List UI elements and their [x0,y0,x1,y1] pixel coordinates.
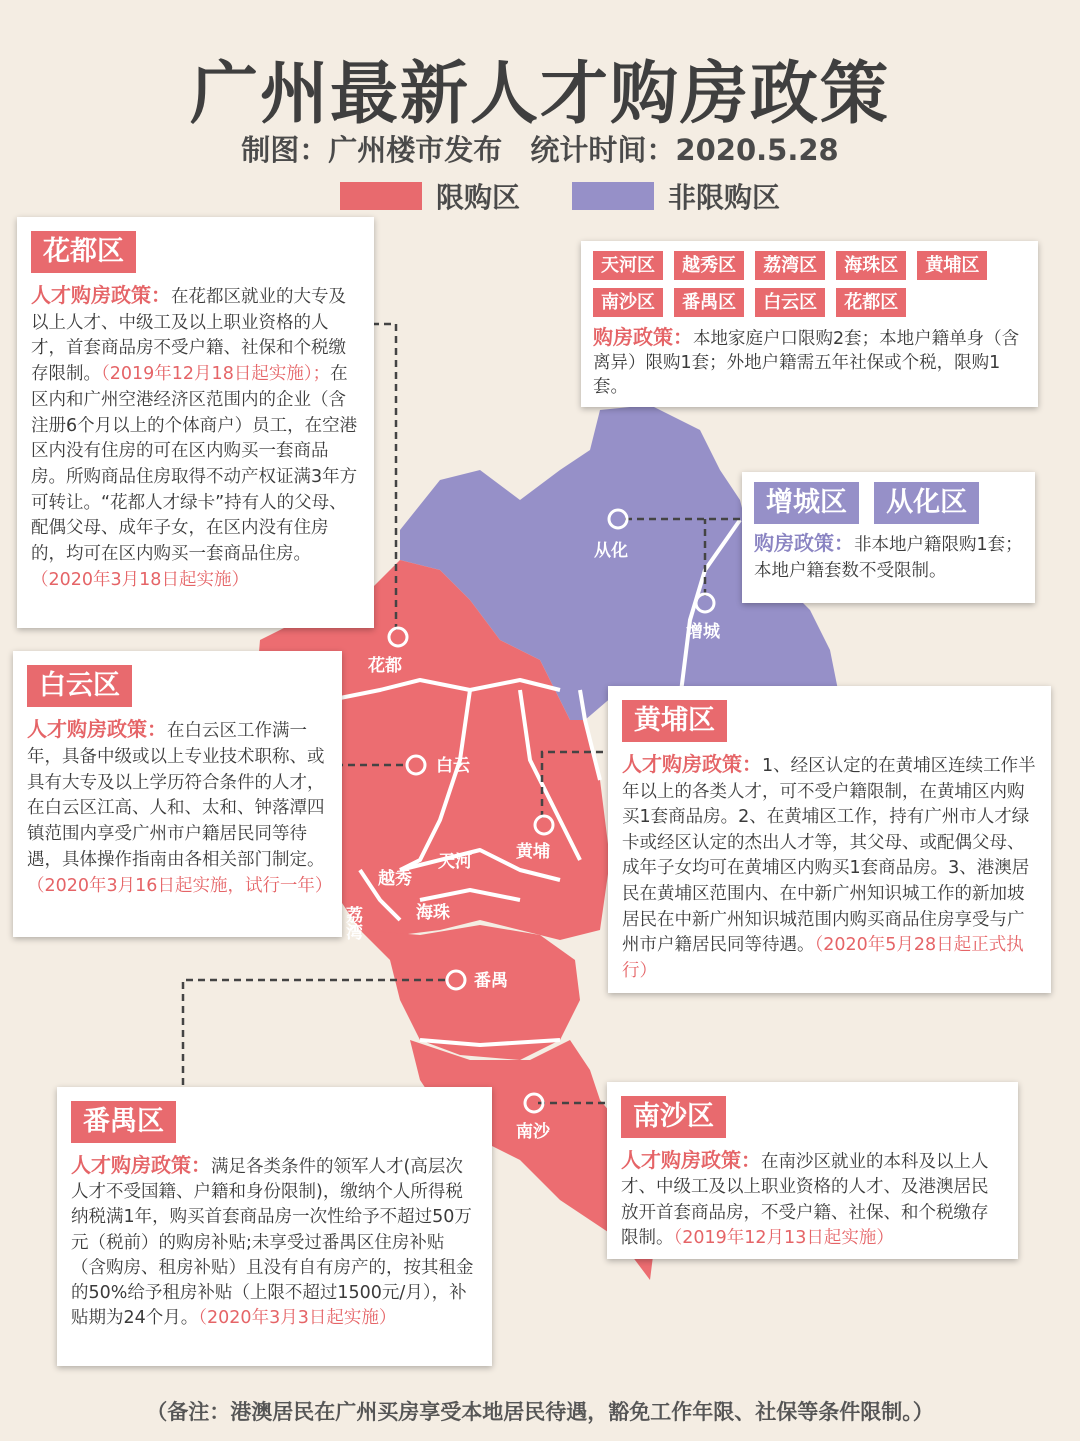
label-huadu: 花都 [368,656,402,676]
policy-lead: 购房政策： [754,531,854,555]
district-tag-huangpu: 黄埔区 [622,700,727,742]
restricted-policy-text [593,325,1026,399]
huadu-policy-text [31,283,360,593]
policy-date: （2020年5月28日起正式执行） [622,935,1024,981]
district-tag-baiyun: 白云区 [27,665,132,707]
district-tag: 番禺区 [674,288,744,317]
restricted-policy-card [581,241,1038,407]
baiyun-policy-card [13,651,342,937]
district-tag: 南沙区 [593,288,663,317]
district-tag: 花都区 [836,288,906,317]
district-tag: 黄埔区 [917,251,987,280]
policy-body: 非本地户籍限购1套；本地户籍套数不受限制。 [754,535,1023,581]
policy-lead: 人才购房政策： [621,1148,761,1172]
policy-body: 在花都区就业的大专及以上人才、中级工及以上职业资格的人才，首套商品房不受户籍、社保和个税缴存限制。 [31,287,346,385]
policy-date: （2019年12月13日起实施） [673,1228,894,1249]
policy-lead: 人才购房政策： [31,283,171,307]
policy-date: （2019年12月18日起实施）； [101,364,331,385]
label-yuexiu: 越秀 [378,869,412,889]
label-nansha: 南沙 [516,1122,550,1142]
nansha-policy-card [607,1082,1018,1259]
policy-date: （2020年3月16日起实施，试行一年） [27,875,333,896]
legend-label-unrestricted: 非限购区 [668,181,781,214]
label-huangpu: 黄埔 [516,842,550,862]
district-tag-panyu: 番禺区 [71,1101,176,1143]
policy-body: 本地家庭户口限购2套；本地户籍单身（含离异）限购1套；外地户籍需五年社保或个税，限购1套。 [593,329,1020,397]
district-tag-conghua: 从化区 [874,482,979,524]
unrestricted-policy-card [742,472,1035,603]
policy-lead: 购房政策： [593,325,693,349]
label-conghua: 从化 [594,541,628,561]
policy-date: （2020年3月18日起实施） [31,569,249,590]
policy-date: （2020年3月3日起实施） [198,1308,397,1329]
policy-body: 1、经区认定的在黄埔区连续工作半年以上的各类人才，可不受户籍限制，在黄埔区内购买1套商品房。2、在黄埔区工作，持有广州市人才绿卡或经区认定的杰出人才等，其父母、或配偶父母、成年子女均可在黄埔区内购买1套商品房。3、港澳居民在黄埔区范围内、在中新广州知识城工作的新加坡居民在中新广州知识城范围内购买商品住房享受与广州市户籍居民同等待遇。 [622,756,1036,956]
huangpu-policy-text [622,752,1037,984]
unrestricted-district-tags [754,482,1023,524]
restricted-district-tags [593,251,1026,325]
legend-label-restricted: 限购区 [436,181,521,214]
label-liwan: 荔湾 [342,906,362,940]
policy-lead: 人才购房政策： [71,1153,211,1177]
district-tag: 荔湾区 [755,251,825,280]
label-panyu: 番禺 [474,971,508,991]
label-haizhu: 海珠 [416,903,450,923]
district-tag-nansha: 南沙区 [621,1096,726,1138]
unrestricted-policy-text [754,530,1023,584]
huangpu-policy-card [608,686,1051,993]
label-tianhe: 天河 [438,852,472,872]
policy-lead: 人才购房政策： [622,752,762,776]
policy-body: 在区内和广州空港经济区范围内的企业（含注册6个月以上的个体商户）员工，在空港区内没有住房的可在区内购买一套商品房。所购商品住房取得不动产权证满3年方可转让。“花都人才绿卡”持有人的父母、配偶父母、成年子女，在区内没有住房的，均可在区内购买一套商品住房。 [31,364,358,565]
district-tag: 白云区 [755,288,825,317]
credit-text: 制图：广州楼市发布 [241,133,503,167]
policy-body: 在白云区工作满一年，具备中级或以上专业技术职称、或具有大专及以上学历符合条件的人才，在白云区江高、人和、太和、钟落潭四镇范围内享受广州市户籍居民同等待遇，具体操作指南由各相关部门制定。 [27,721,325,870]
footer-note: （备注：港澳居民在广州买房享受本地居民待遇，豁免工作年限、社保等条件限制。） [146,1400,934,1424]
policy-body: 在南沙区就业的本科及以上人才、中级工及以上职业资格的人才、及港澳居民放开首套商品房，不受户籍、社保、和个税缴存限制。 [621,1152,989,1249]
date-text: 统计时间：2020.5.28 [530,133,839,167]
district-tag: 海珠区 [836,251,906,280]
district-tag-zengcheng: 增城区 [754,482,859,524]
panyu-policy-card [57,1087,492,1366]
district-tag-huadu: 花都区 [31,231,136,273]
huadu-policy-card [17,217,374,628]
page-title: 广州最新人才购房政策 [189,55,890,134]
district-tag: 越秀区 [674,251,744,280]
policy-lead: 人才购房政策： [27,717,167,741]
nansha-policy-text [621,1148,1004,1252]
baiyun-policy-text [27,717,333,900]
label-baiyun: 白云 [436,756,470,776]
district-tag: 天河区 [593,251,663,280]
label-zengcheng: 增城 [686,622,720,642]
panyu-policy-text [71,1153,478,1331]
policy-body: 满足各类条件的领军人才(高层次人才不受国籍、户籍和身份限制)，缴纳个人所得税纳税满1年，购买首套商品房一次性给予不超过50万元（税前）的购房补贴;未享受过番禺区住房补贴（含购房、租房补贴）且没有自有房产的，按其租金的50%给予租房补贴（上限不超过1500元/月），补贴期为24个月。 [71,1157,474,1329]
